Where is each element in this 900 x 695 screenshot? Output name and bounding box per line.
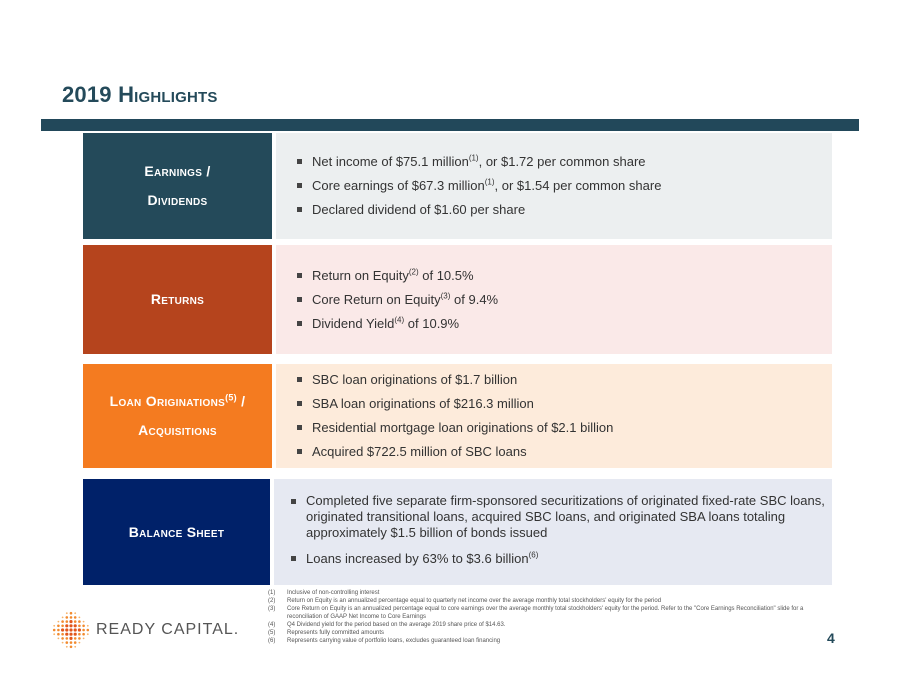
logo-dot: [53, 633, 55, 635]
logo-dot: [69, 633, 72, 636]
logo-dot: [65, 633, 68, 636]
logo-dot: [61, 637, 64, 640]
loans-bullet-sba: SBA loan originations of $216.3 million: [296, 392, 832, 416]
logo-dot: [66, 616, 69, 619]
logo-dot: [70, 646, 73, 649]
logo-dot: [53, 625, 55, 627]
loans-content: [276, 364, 832, 468]
logo-dot: [61, 633, 64, 636]
logo-dot: [74, 628, 77, 631]
logo-dot: [74, 624, 77, 627]
earnings-bullet-net-income: Net income of $75.1 million$^{(1)}$, or $1.72 per common share: [296, 150, 832, 174]
logo-dot: [66, 641, 69, 644]
logo-text: READY CAPITAL.: [96, 621, 240, 638]
logo-dot: [74, 620, 77, 623]
ready-capital-logo: [52, 611, 239, 649]
logo-dot: [62, 617, 64, 619]
earnings-bullets: [296, 150, 832, 222]
logo-dot: [82, 625, 85, 628]
footnote: (3) Core Return on Equity is an annualized percentage equal to core earnings over the average monthly total stockholders' equity for the period. Refer to the "Core Earnings Reconciliation" slide for a reconciliation of GAAP Net Income to Core Earnings: [268, 606, 804, 620]
loans-bullet-sbc: SBC loan originations of $1.7 billion: [296, 368, 832, 392]
balance-content: [274, 479, 832, 585]
footnote: (4) Q4 Dividend yield for the period based on the average 2019 share price of $14.63.: [268, 622, 506, 628]
returns-content: [276, 245, 832, 354]
logo-dot: [74, 646, 76, 648]
returns-bullet-dividend-yield: Dividend Yield$^{(4)}$ of 10.9%: [296, 312, 832, 336]
returns-label: Returns: [83, 245, 272, 354]
logo-dot: [83, 621, 85, 623]
logo-dot: [66, 620, 69, 623]
logo-dot: [74, 637, 77, 640]
logo-dot: [66, 637, 69, 640]
logo-dot: [83, 638, 85, 640]
title-divider-bar: [41, 119, 859, 131]
logo-dot: [65, 628, 68, 631]
logo-dot: [57, 633, 60, 636]
page-number: 4: [827, 630, 835, 646]
logo-dot: [78, 628, 81, 631]
loans-label-line2: Acquisitions: [138, 422, 217, 438]
balance-bullet-securitizations: Completed five separate firm-sponsored securitizations of originated fixed-rate SBC loans, originated transitional loans, acquired SBC loans, and originated SBA loans totaling approximately $1.5 billion of bonds issued: [290, 493, 832, 541]
logo-dot: [66, 646, 68, 648]
logo-dot: [78, 633, 81, 636]
balance-section: [83, 479, 832, 585]
loans-section: [83, 364, 832, 468]
earnings-label-line2: Dividends: [147, 192, 208, 208]
loans-bullet-acquired: Acquired $722.5 million of SBC loans: [296, 440, 832, 464]
loans-label: [83, 364, 272, 468]
earnings-section: [83, 133, 832, 239]
logo-dot: [58, 621, 60, 623]
loans-bullet-residential: Residential mortgage loan originations of $2.1 billion: [296, 416, 832, 440]
returns-section: [83, 245, 832, 354]
earnings-label-line1: Earnings /: [144, 163, 211, 179]
logo-dot: [78, 620, 81, 623]
logo-dot: [87, 633, 89, 635]
logo-dot: [70, 612, 73, 615]
earnings-bullet-core-earnings: Core earnings of $67.3 million$^{(1)}$, or $1.54 per common share: [296, 174, 832, 198]
footnote: (6) Represents carrying value of portfolio loans, excludes guaranteed loan financing: [268, 638, 501, 644]
logo-dot: [74, 612, 76, 614]
logo-dot: [65, 624, 68, 627]
logo-dot: [57, 625, 60, 628]
logo-dot: [82, 633, 85, 636]
balance-bullets: [290, 493, 832, 571]
logo-dot: [79, 642, 81, 644]
logo-dot: [78, 637, 81, 640]
logo-dot: [74, 616, 77, 619]
earnings-label: [83, 133, 272, 239]
logo-dot: [79, 617, 81, 619]
returns-bullet-roe: Return on Equity$^{(2)}$ of 10.5%: [296, 264, 832, 288]
logo-dot: [53, 629, 56, 632]
logo-dot: [74, 641, 77, 644]
logo-dot: [58, 638, 60, 640]
logo-dot: [82, 629, 85, 632]
dot-grid-logo-icon: [52, 611, 90, 649]
logo-dot: [66, 612, 68, 614]
logo-dot: [61, 628, 64, 631]
logo-dot: [70, 616, 73, 619]
returns-bullet-core-roe: Core Return on Equity$^{(3)}$ of 9.4%: [296, 288, 832, 312]
footnote: (1) Inclusive of non-controlling interest: [268, 590, 380, 596]
loans-bullets: [296, 368, 832, 464]
footnotes: [268, 589, 828, 645]
footnote: (5) Represents fully committed amounts: [268, 630, 385, 636]
logo-dot: [78, 625, 81, 628]
logo-dot: [69, 624, 72, 627]
logo-dot: [69, 620, 72, 623]
logo-dot: [62, 642, 64, 644]
title-year: 2019: [62, 82, 112, 107]
page-title: [62, 82, 218, 108]
logo-dot: [70, 641, 73, 644]
footnote: (2) Return on Equity is an annualized percentage equal to quarterly net income over the average monthly total stockholders' equity for the period: [268, 598, 662, 604]
logo-dot: [87, 629, 90, 632]
earnings-bullet-dividend: Declared dividend of $1.60 per share: [296, 198, 832, 222]
logo-dot: [61, 625, 64, 628]
balance-label: Balance Sheet: [83, 479, 270, 585]
logo-dot: [61, 620, 64, 623]
title-word: Highlights: [118, 82, 218, 107]
returns-bullets: [296, 264, 832, 336]
earnings-content: [276, 133, 832, 239]
loans-label-line1: Loan Originations$^{(5)}$ /: [109, 392, 246, 409]
logo-dot: [69, 637, 72, 640]
logo-dot: [87, 625, 89, 627]
logo-dot: [74, 633, 77, 636]
balance-bullet-loans-increase: Loans increased by 63% to $3.6 billion$^{(6)}$: [290, 547, 832, 571]
logo-dot: [69, 628, 72, 631]
logo-dot: [57, 629, 60, 632]
